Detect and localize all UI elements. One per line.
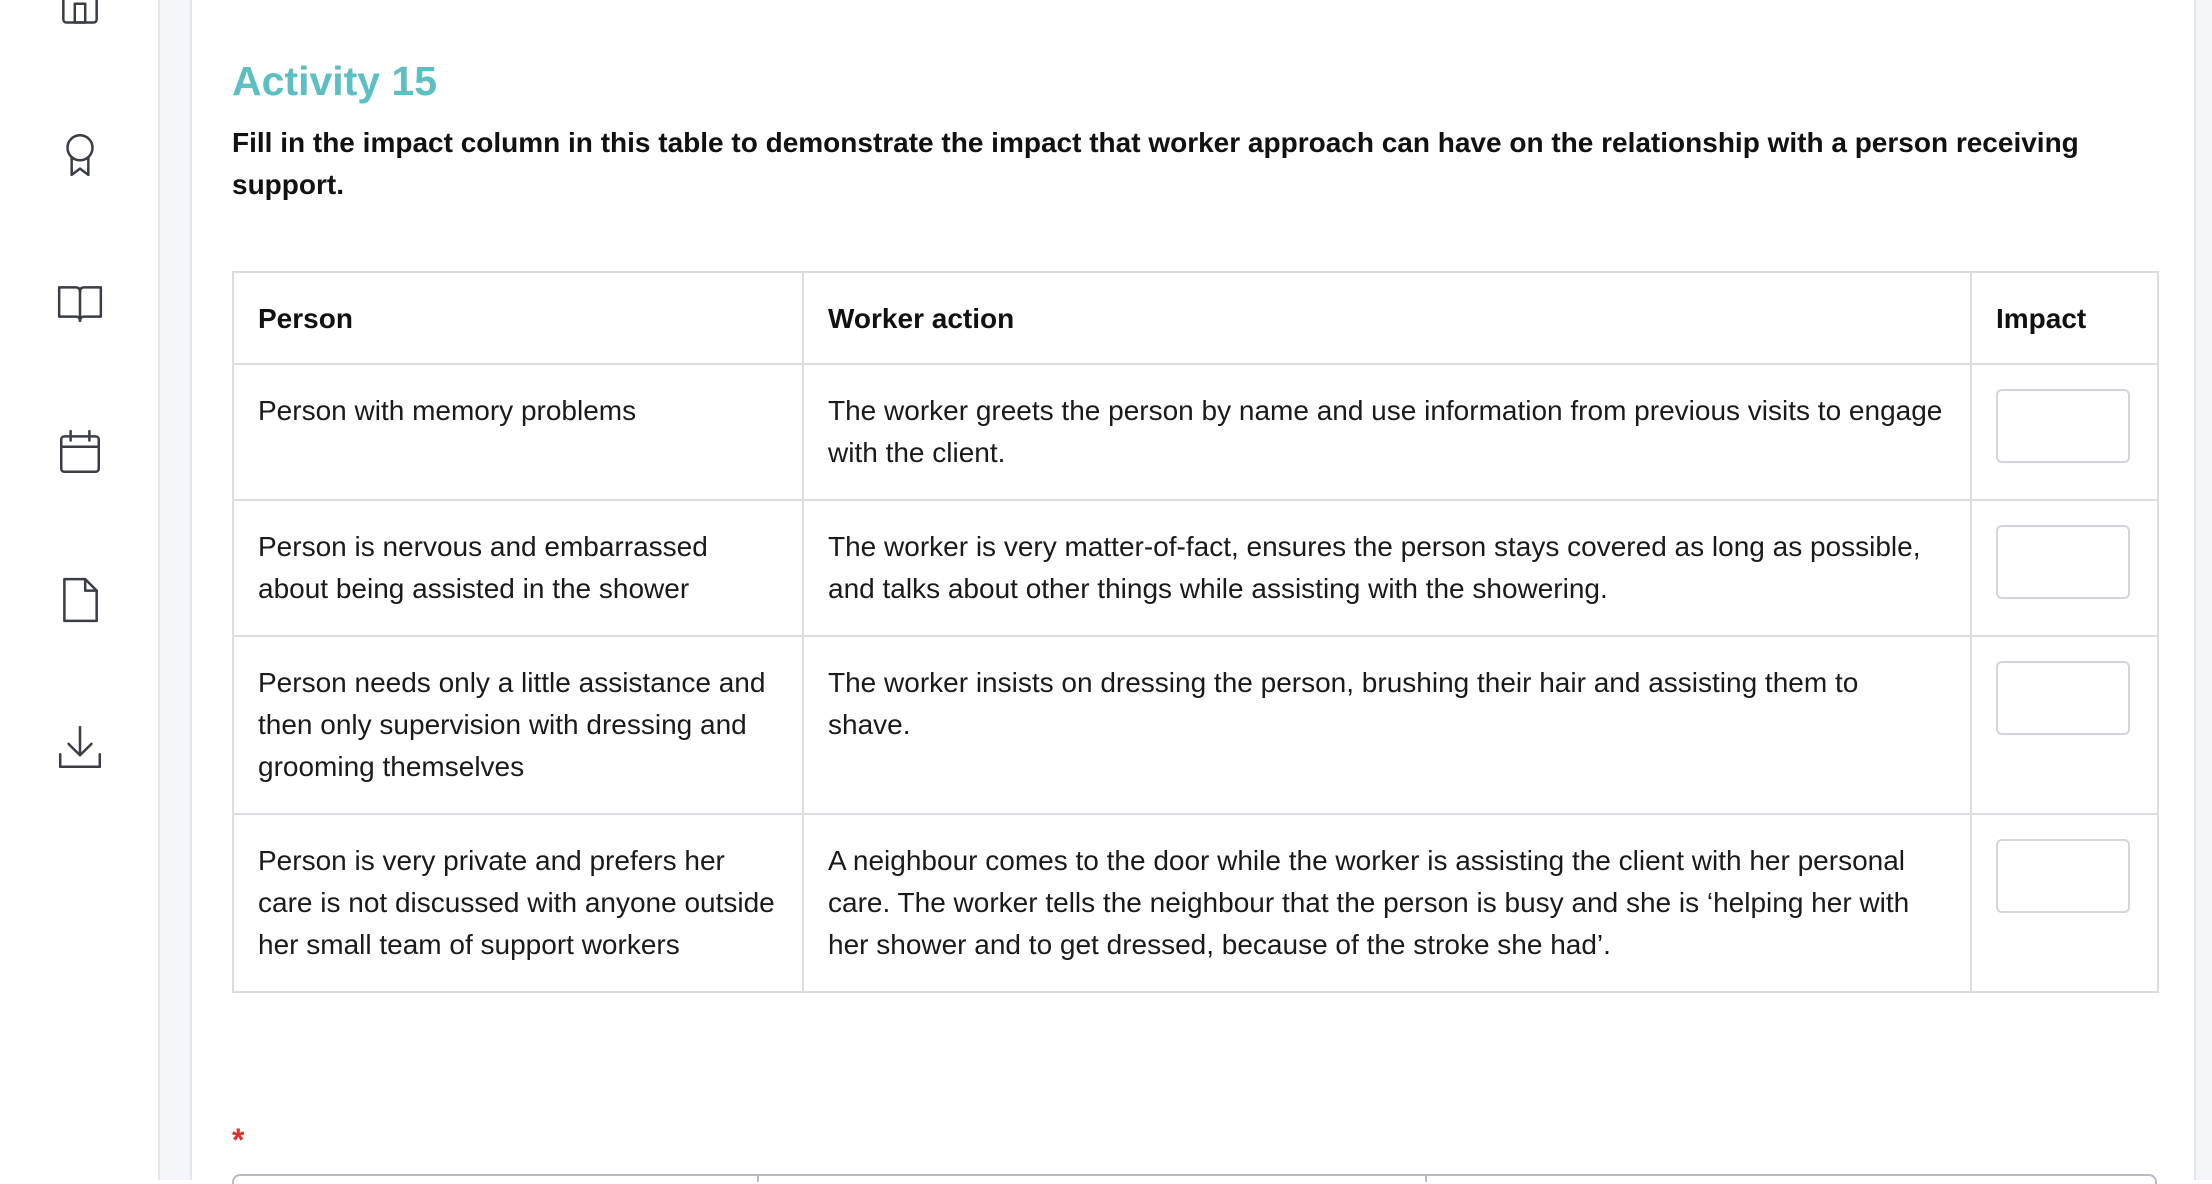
next-question-divider: [757, 1174, 759, 1182]
worker-action-cell: The worker insists on dressing the person, brushing their hair and assisting them to shave.: [803, 636, 1971, 814]
column-header-impact: Impact: [1971, 272, 2158, 364]
activity-table: [232, 271, 2159, 993]
calendar-icon[interactable]: [52, 424, 108, 480]
gutter-right: [2196, 0, 2212, 1180]
worker-action-cell: A neighbour comes to the door while the worker is assisting the client with her personal care. The worker tells the neighbour that the person is busy and she is ‘helping her with her shower and to get dressed, because of the stroke she had’.: [803, 814, 1971, 992]
table-row: [233, 500, 2158, 636]
activity-instructions: Fill in the impact column in this table to demonstrate the impact that worker approach can have on the relationship with a person receiving support.: [232, 127, 2079, 200]
document-icon[interactable]: [52, 572, 108, 628]
table-header-row: [233, 272, 2158, 364]
table-row: [233, 364, 2158, 500]
impact-cell: [1971, 636, 2158, 814]
gutter: [160, 0, 190, 1180]
impact-input[interactable]: [1996, 525, 2130, 599]
home-icon[interactable]: [52, 0, 108, 38]
next-question-divider: [1425, 1174, 1427, 1182]
download-icon[interactable]: [52, 720, 108, 776]
person-cell: Person is very private and prefers her care is not discussed with anyone outside her small team of support workers: [233, 814, 803, 992]
award-icon[interactable]: [52, 126, 108, 182]
next-question-box: [232, 1174, 2157, 1184]
impact-cell: [1971, 814, 2158, 992]
impact-input[interactable]: [1996, 389, 2130, 463]
activity-card: [190, 0, 2196, 1180]
book-icon[interactable]: [52, 274, 108, 330]
person-cell: Person is nervous and embarrassed about being assisted in the shower: [233, 500, 803, 636]
person-cell: Person with memory problems: [233, 364, 803, 500]
sidebar-rail: [0, 0, 160, 1180]
table-row: [233, 636, 2158, 814]
table-row: [233, 814, 2158, 992]
column-header-person: Person: [233, 272, 803, 364]
impact-input[interactable]: [1996, 839, 2130, 913]
worker-action-cell: The worker is very matter-of-fact, ensures the person stays covered as long as possible, and talks about other things while assisting with the showering.: [803, 500, 1971, 636]
impact-cell: [1971, 500, 2158, 636]
impact-cell: [1971, 364, 2158, 500]
page-title: Activity 15: [232, 58, 438, 104]
column-header-worker-action: Worker action: [803, 272, 1971, 364]
person-cell: Person needs only a little assistance and then only supervision with dressing and grooming themselves: [233, 636, 803, 814]
required-marker: *: [232, 1122, 245, 1158]
worker-action-cell: The worker greets the person by name and use information from previous visits to engage with the client.: [803, 364, 1971, 500]
impact-input[interactable]: [1996, 661, 2130, 735]
